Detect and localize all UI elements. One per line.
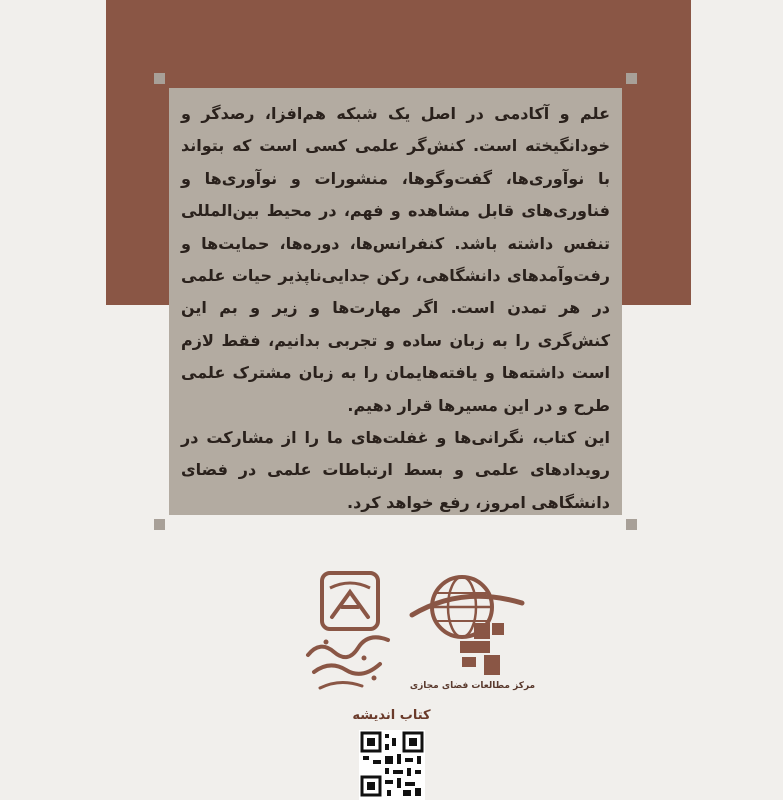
cyberspace-center-caption: مرکز مطالعات فضای مجازی <box>409 681 536 691</box>
frame-corner-ornament <box>154 73 165 84</box>
globe-emblem-icon <box>400 565 545 680</box>
qr-code-icon <box>359 730 425 800</box>
blurb-paragraph-1: علم و آکادمی در اصل یک شبکه هم‌افزا، رصدگر و خودانگیخته است. کنش‌گر علمی کسی است که بتواند با نوآوری‌ها، گفت‌وگوها، منشورات و نوآوری‌ها و فناوری‌های قابل مشاهده و فهم، در محیط بین‌المللی تنفس داشته باشد. کنفرانس‌ها، دوره‌ها، حمایت‌ها و رفت‌وآمدهای دانشگاهی، رکن جدایی‌ناپذیر حیات علمی در هر تمدن است. اگر مهارت‌ها و زیر و بم این کنش‌گری را به زبان ساده و تجربی بدانیم، فقط لازم است داشته‌ها و یافته‌هایمان را به زبان مشترک علمی طرح و در این مسیرها قرار دهیم. <box>181 104 610 415</box>
kanoon-emblem-icon <box>300 570 400 695</box>
publisher-name: کتاب اندیشه <box>352 708 431 723</box>
blurb-paragraph-2: این کتاب، نگرانی‌ها و غفلت‌های ما را از مشارکت در رویدادهای علمی و بسط ارتباطات علمی در فضای دانشگاهی امروز، رفع خواهد کرد. <box>181 428 610 512</box>
frame-corner-ornament <box>626 73 637 84</box>
publisher-logos <box>300 565 540 705</box>
frame-corner-ornament <box>154 519 165 530</box>
frame-corner-ornament <box>626 519 637 530</box>
blurb-text <box>169 88 622 519</box>
blurb-box <box>169 88 622 515</box>
kanoon-logo <box>300 570 400 695</box>
qr-code <box>359 730 425 800</box>
cyberspace-center-logo <box>400 565 545 695</box>
